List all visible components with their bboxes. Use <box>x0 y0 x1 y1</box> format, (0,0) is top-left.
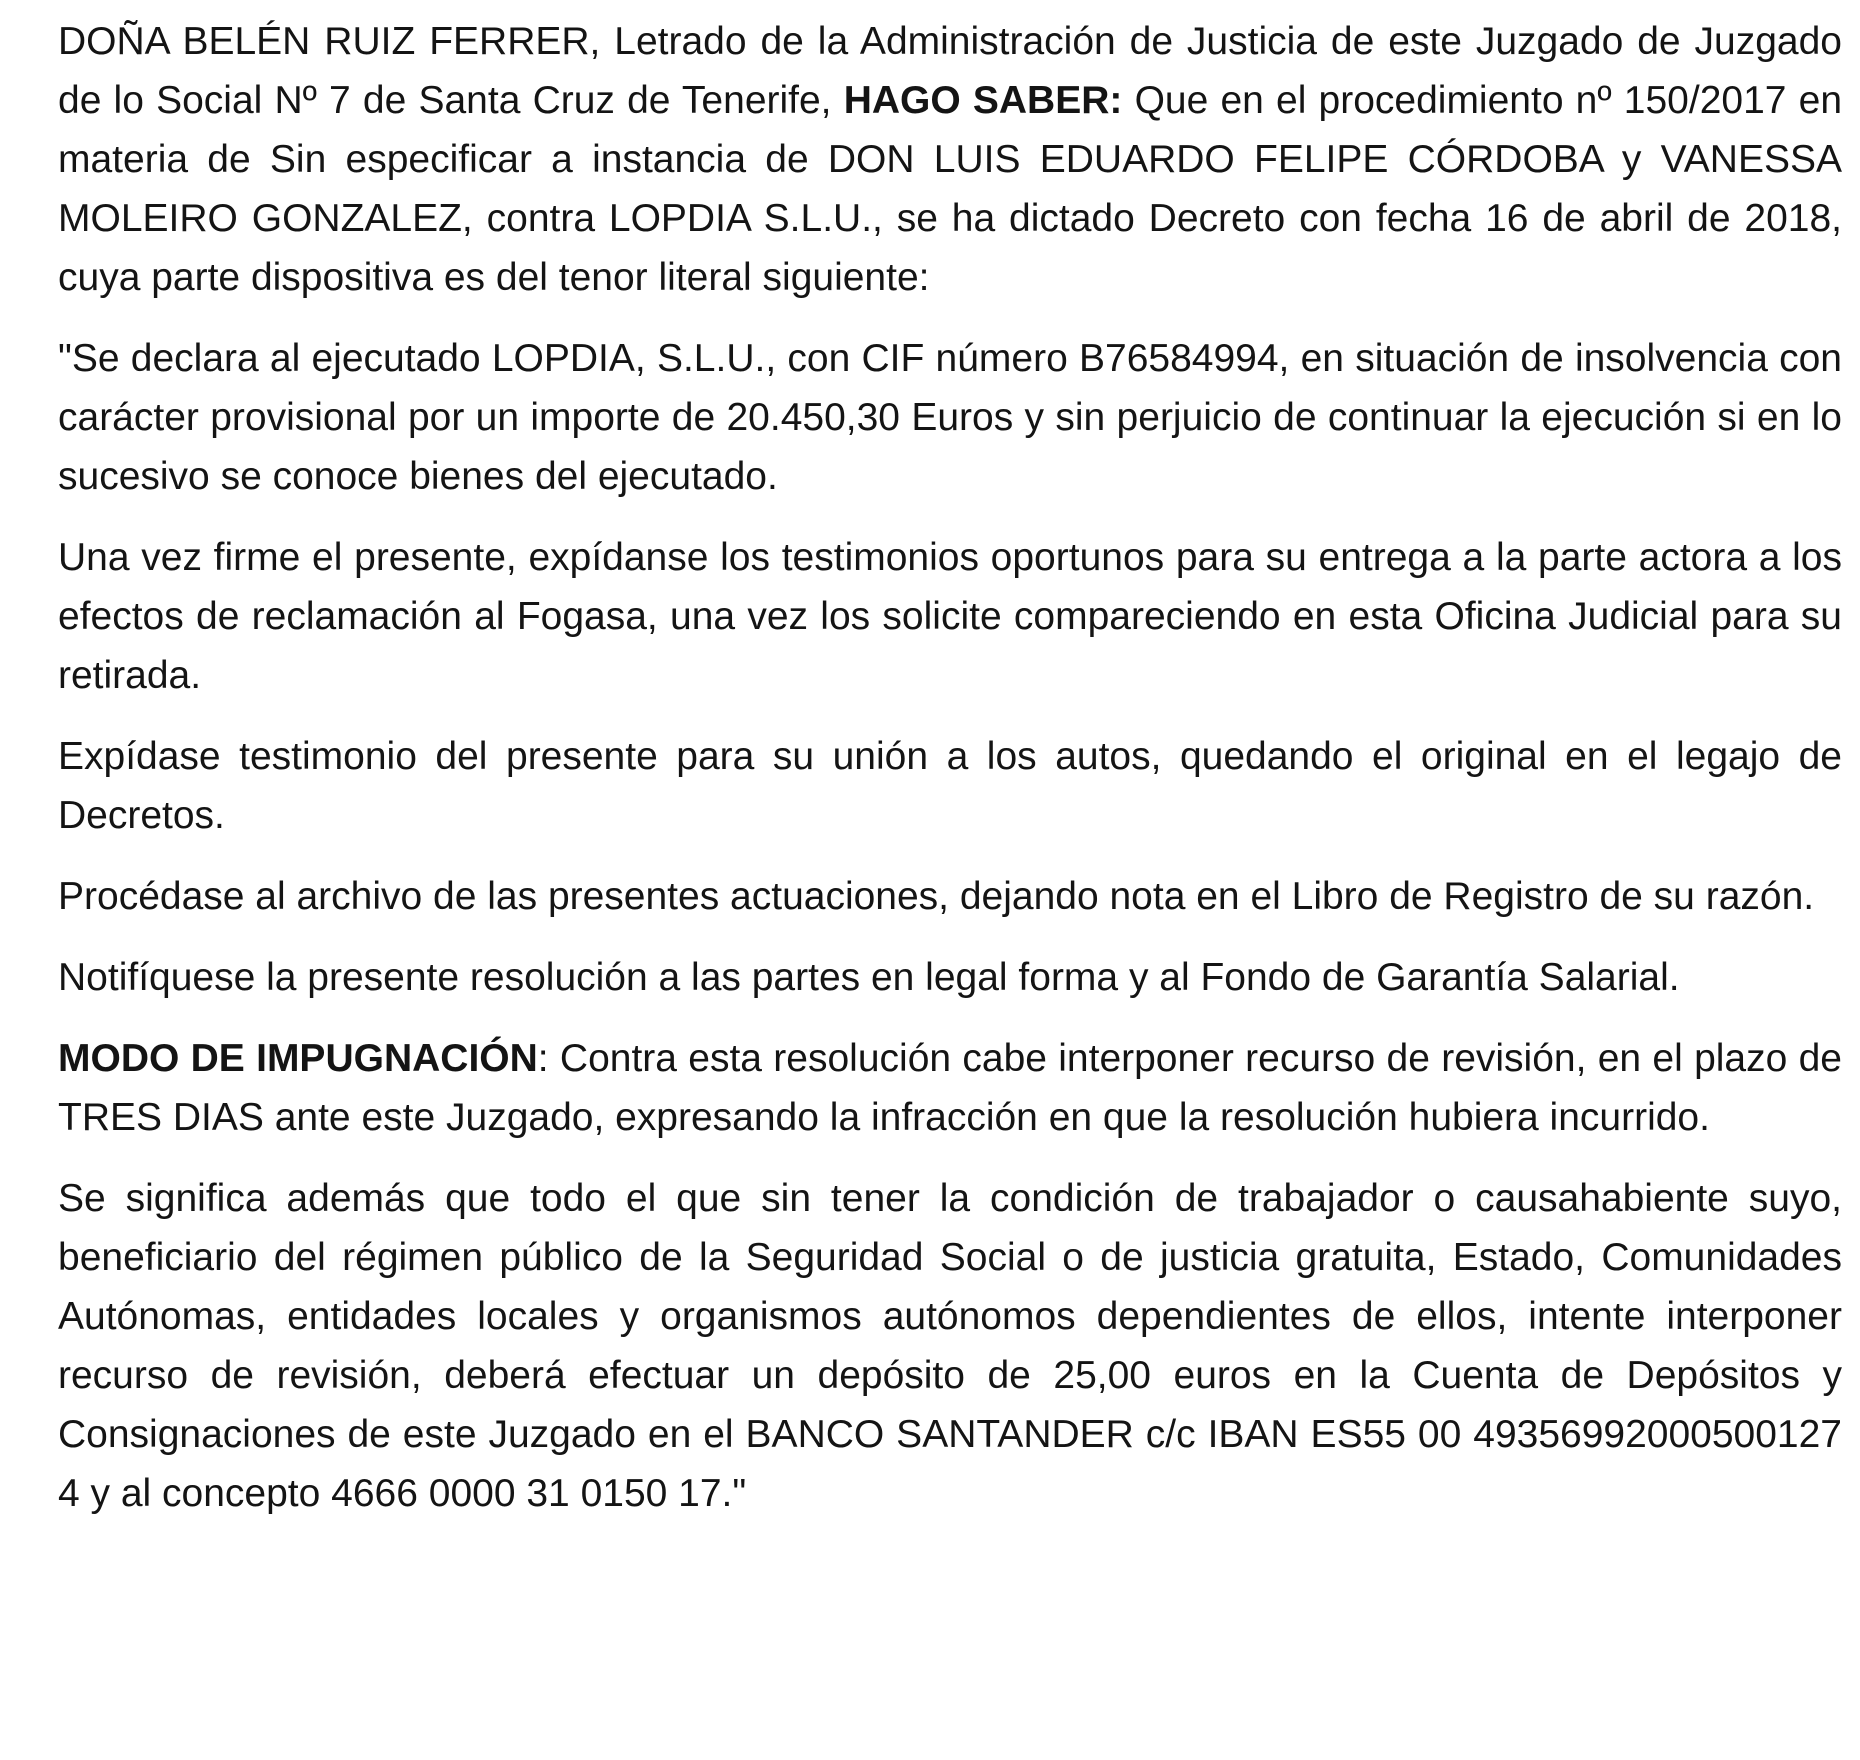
paragraph-insolvency-declaration: "Se declara al ejecutado LOPDIA, S.L.U., con CIF número B76584994, en situación de insolvencia con carácter provisional por un importe de 20.450,30 Euros y sin perjuicio de continuar la ejecución si en lo sucesivo se conoce bienes del ejecutado. <box>58 337 1842 498</box>
document-body <box>58 12 1842 1545</box>
paragraph-appeal-mode <box>58 1029 1842 1147</box>
paragraph-testimonies: Una vez firme el presente, expídanse los testimonios oportunos para su entrega a la parte actora a los efectos de reclamación al Fogasa, una vez los solicite compareciendo en esta Oficina Judicial para su retirada. <box>58 536 1842 697</box>
paragraph-notification-intro <box>58 12 1842 307</box>
intro-text-continued: Que en el procedimiento nº 150/2017 en materia de Sin especificar a instancia de DON LUIS EDUARDO FELIPE CÓRDOBA y VANESSA MOLEIRO GONZALEZ, contra LOPDIA S.L.U., se ha dictado Decreto con fecha 16 de abril de 2018, cuya parte dispositiva es del tenor literal siguiente: <box>58 79 1843 299</box>
paragraph-testimony-record: Expídase testimonio del presente para su unión a los autos, quedando el original en el legajo de Decretos. <box>58 735 1842 837</box>
appeal-mode-heading: MODO DE IMPUGNACIÓN <box>58 1037 538 1080</box>
hago-saber-heading: HAGO SABER: <box>843 79 1123 122</box>
paragraph-notification: Notifíquese la presente resolución a las partes en legal forma y al Fondo de Garantía Salarial. <box>58 956 1680 999</box>
paragraph-archive: Procédase al archivo de las presentes actuaciones, dejando nota en el Libro de Registro de su razón. <box>58 875 1815 918</box>
intro-text: DOÑA BELÉN RUIZ FERRER, Letrado de la Administración de Justicia de este Juzgado de Juzgado de lo Social Nº 7 de Santa Cruz de Tenerife, <box>58 20 1842 122</box>
paragraph-deposit-requirement: Se significa además que todo el que sin tener la condición de trabajador o causahabiente suyo, beneficiario del régimen público de la Seguridad Social o de justicia gratuita, Estado, Comunidades Autónomas, entidades locales y organismos autónomos dependientes de ellos, intente interponer recurso de revisión, deberá efectuar un depósito de 25,00 euros en la Cuenta de Depósitos y Consignaciones de este Juzgado en el BANCO SANTANDER c/c IBAN ES55 00 49356992000500127 4 y al concepto 4666 0000 31 0150 17." <box>58 1177 1842 1515</box>
appeal-mode-text: : Contra esta resolución cabe interponer recurso de revisión, en el plazo de TRES DIAS ante este Juzgado, expresando la infracción en que la resolución hubiera incurrido. <box>58 1037 1842 1139</box>
